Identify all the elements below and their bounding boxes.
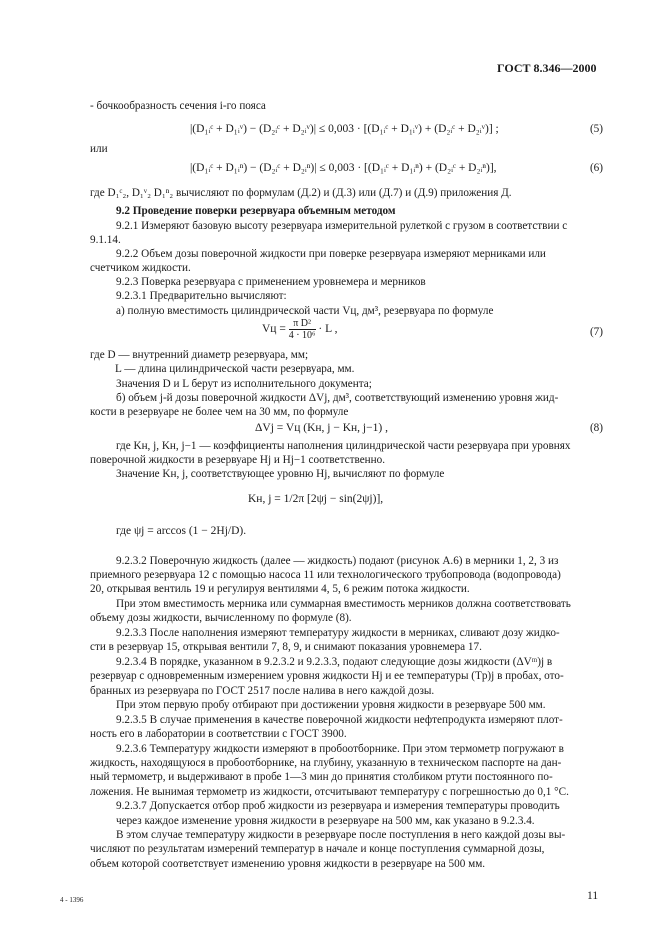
text-line: 9.2.3.5 В случае применения в качестве поверочной жидкости нефтепродукта измеряют плот- xyxy=(116,714,563,726)
formula-7-lhs: Vц = xyxy=(262,323,286,336)
text-line: где Kн, j, Kн, j−1 — коэффициенты наполнения цилиндрической части резервуара при уровнях xyxy=(116,440,571,452)
text-line: где D — внутренний диаметр резервуара, мм; xyxy=(90,349,309,361)
formula-8: ΔVj = Vц (Kн, j − Kн, j−1) , xyxy=(255,422,388,434)
text-line: поверочной жидкости в резервуаре Hj и Hj−1 соответственно. xyxy=(90,454,386,466)
text-line: жидкость, находящуюся в пробоотборнике, на глубину, указанную в техническом паспорте на дан- xyxy=(90,757,562,769)
equation-number-7: (7) xyxy=(589,326,603,338)
text-line: Значения D и L берут из исполнительного документа; xyxy=(116,378,372,390)
section-heading: 9.2 Проведение поверки резервуара объемным методом xyxy=(116,205,396,217)
text-line: 20, открывая вентиль 19 и регулируя вентилями 4, 5, 6 режим потока жидкости. xyxy=(90,583,470,595)
formula-9: Kн, j = 1/2π [2ψj − sin(2ψj)], xyxy=(248,493,384,505)
formula-10: где ψj = arccos (1 − 2Hj/D). xyxy=(116,525,247,537)
equation-number-5: (5) xyxy=(589,123,603,135)
text-line: объему дозы жидкости, вычисленному по формуле (8). xyxy=(90,612,352,624)
text-line: В этом случае температуру жидкости в резервуаре после поступления в него каждой дозы вы- xyxy=(116,829,566,841)
text-line: или xyxy=(90,143,108,155)
text-line: сти в резервуар 15, открывая вентили 7, 8, 9, и снимают показания уровнемера 17. xyxy=(90,641,482,653)
document-code: ГОСТ 8.346—2000 xyxy=(497,61,597,75)
equation-number-6: (6) xyxy=(589,162,603,174)
text-line: ность его в лаборатории в соответствии с ГОСТ 3900. xyxy=(90,728,347,740)
text-line: резервуар с одновременным измерением уровня жидкости Hj и ее температуры (Tр)j в пробах, ото- xyxy=(90,670,564,682)
text-line: а) полную вместимость цилиндрической части Vц, дм³, резервуара по формуле xyxy=(116,305,494,317)
formula-7-denominator: 4 · 10⁶ xyxy=(288,330,316,341)
text-line: б) объем j-й дозы поверочной жидкости ΔVj, дм³, соответствующий изменению уровня жид- xyxy=(116,392,559,404)
text-line: 9.2.2 Объем дозы поверочной жидкости при поверке резервуара измеряют мерниками или xyxy=(116,248,546,260)
text-line: При этом первую пробу отбирают при достижении уровня жидкости в резервуаре 500 мм. xyxy=(116,699,546,711)
text-line: 9.2.3.2 Поверочную жидкость (далее — жидкость) подают (рисунок А.6) в мерники 1, 2, 3 из xyxy=(116,555,559,567)
formula-7-rhs: · L , xyxy=(318,323,338,336)
text-line: ный термометр, и выдерживают в пробе 1—3 мин до принятия столбиком ртути постоянного по- xyxy=(90,771,553,783)
formula-7-fraction xyxy=(289,318,316,341)
text-line: Значение Kн, j, соответствующее уровню Hj, вычисляют по формуле xyxy=(116,468,445,480)
text-line: где D₁ᶜ₂, D₁ᵛ₂ D₁ⁿ₂ вычисляют по формулам (Д.2) и (Д.3) или (Д.7) и (Д.9) приложения Д. xyxy=(90,187,512,199)
formula-5: |(D₁ᵢᶜ + D₁ᵢᵛ) − (D₂ᵢᶜ + D₂ᵢᵛ)| ≤ 0,003 · [(D₁ᵢᶜ + D₁ᵢᵛ) + (D₂ᵢᶜ + D₂ᵢᵛ)] ; xyxy=(190,123,499,135)
text-line: числяют по результатам измерений температур в начале и конце поступления суммарной дозы, xyxy=(90,843,545,855)
text-line: 9.2.3.1 Предварительно вычисляют: xyxy=(116,290,287,302)
text-line: L — длина цилиндрической части резервуара, мм. xyxy=(115,363,355,375)
text-line: ложения. Не вынимая термометр из жидкости, отсчитывают температуру с погрешностью до 0,1 °С. xyxy=(90,786,569,798)
formula-7 xyxy=(262,318,337,341)
page-number: 11 xyxy=(587,890,599,902)
text-line: приемного резервуара 12 с помощью насоса 11 или технологического трубопровода (водопровода) xyxy=(90,569,561,581)
text-line: 9.2.3.3 После наполнения измеряют температуру жидкости в мерниках, сливают дозу жидко- xyxy=(116,627,560,639)
text-line: 9.2.3.7 Допускается отбор проб жидкости из резервуара и измерения температуры проводить xyxy=(116,800,560,812)
text-line: бранных из резервуара по ГОСТ 2517 после налива в него каждой дозы. xyxy=(90,685,435,697)
text-line: объем которой соответствует изменению уровня жидкости в резервуаре на 500 мм. xyxy=(90,858,486,870)
text-line: 9.1.14. xyxy=(90,234,121,246)
equation-number-8: (8) xyxy=(589,422,603,434)
formula-6: |(D₁ᵢᶜ + D₁ᵢⁿ) − (D₂ᵢᶜ + D₂ᵢⁿ)| ≤ 0,003 · [(D₁ᵢᶜ + D₁ᵢⁿ) + (D₂ᵢᶜ + D₂ᵢⁿ)], xyxy=(190,162,497,174)
text-line: счетчиком жидкости. xyxy=(90,262,191,274)
text-line: 9.2.3.4 В порядке, указанном в 9.2.3.2 и 9.2.3.3, подают следующие дозы жидкости (ΔVᵐ)j в xyxy=(116,656,553,668)
text-line: При этом вместимость мерника или суммарная вместимость мерников должна соответствовать xyxy=(116,598,571,610)
formula-7-numerator: π D² xyxy=(289,318,316,330)
print-code: 4 - 1396 xyxy=(60,896,84,904)
text-line: 9.2.1 Измеряют базовую высоту резервуара измерительной рулеткой с грузом в соответствии с xyxy=(116,220,568,232)
text-line: 9.2.3 Поверка резервуара с применением уровнемера и мерников xyxy=(116,276,426,288)
text-line: через каждое изменение уровня жидкости в резервуаре на 500 мм, как указано в 9.2.3.4. xyxy=(116,815,535,827)
text-line: - бочкообразность сечения i-го пояса xyxy=(90,100,266,112)
text-line: 9.2.3.6 Температуру жидкости измеряют в пробоотборнике. При этом термометр погружают в xyxy=(116,743,564,755)
text-line: кости в резервуаре не более чем на 30 мм, по формуле xyxy=(90,406,349,418)
